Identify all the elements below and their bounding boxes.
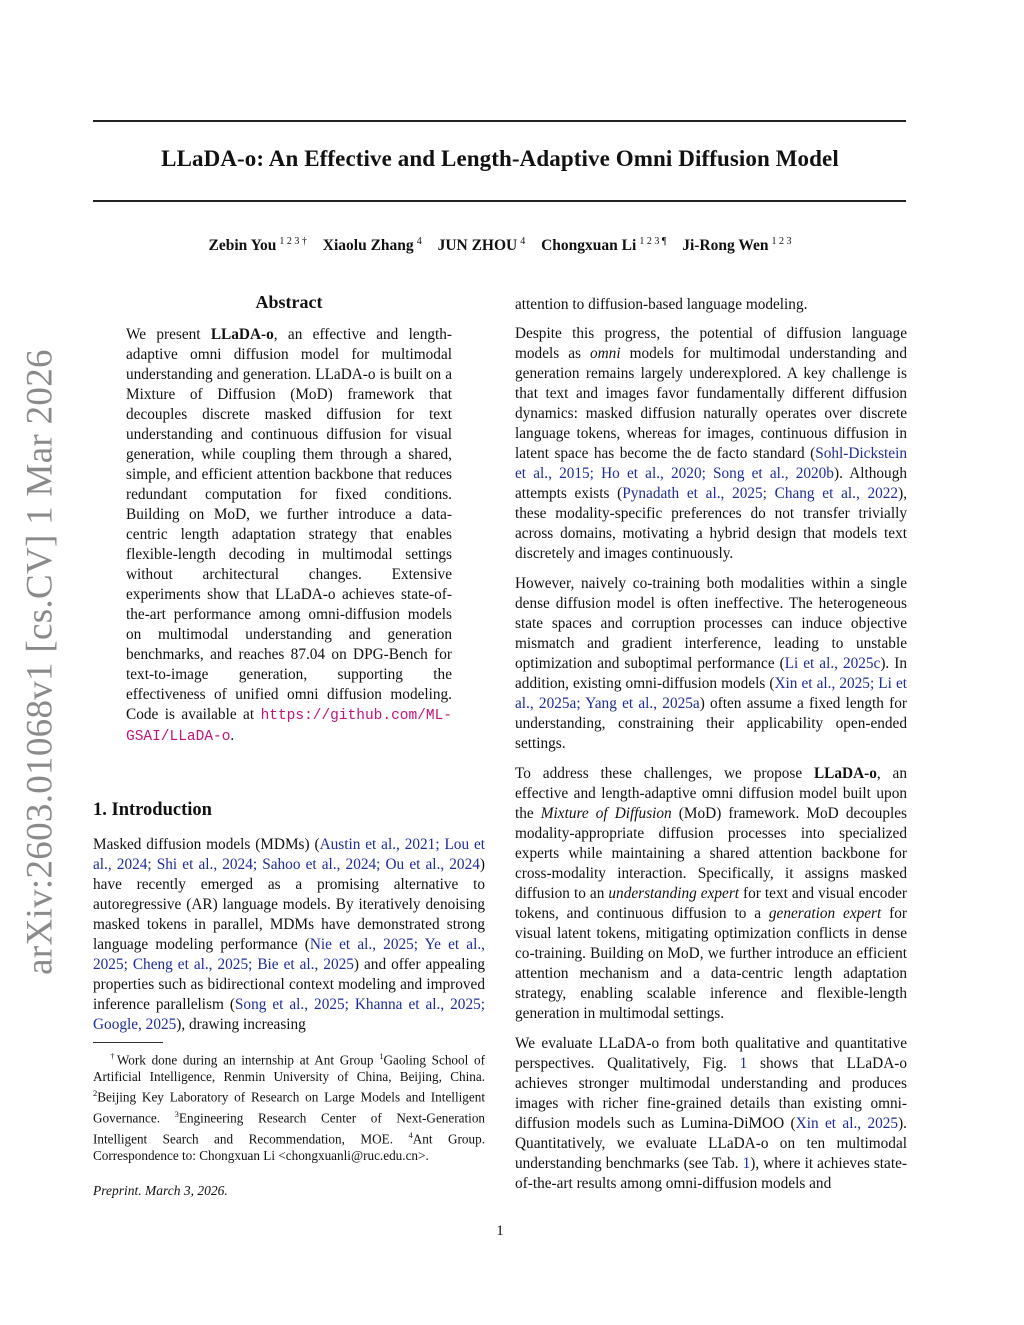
preprint-note: Preprint. March 3, 2026. — [93, 1183, 228, 1198]
figure-link[interactable]: 1 — [739, 1055, 748, 1072]
author-affiliation-marks: 1 2 3 ¶ — [639, 236, 667, 247]
text-run: models for multimodal understanding and generation remains largely underexplored. A key challenge is that text and images favor fundamentally different diffusion dynamics: masked diffusion naturally operates over discrete language tokens, whereas for images, continuous diffusion in latent space has become the de facto standard ( — [515, 345, 907, 462]
text-run: However, naively co-training both modalities within a single dense diffusion model is often ineffective. The heterogeneous state spaces and corruption processes can induce objective mismatch and gradient interference, leading to unstable optimization and suboptimal performance ( — [515, 575, 907, 672]
arxiv-watermark: arXiv:2603.01068v1 [cs.CV] 1 Mar 2026 — [19, 349, 61, 975]
intro-paragraph — [93, 835, 485, 1035]
author-name: Xiaolu Zhang — [322, 237, 414, 254]
text-run: ), these modality-specific preferences do not transfer trivially across domains, motivating a hybrid design that models text discretely and images continuously. — [515, 485, 908, 562]
author-affiliation-marks: 4 — [416, 236, 422, 247]
author-list — [0, 236, 1000, 255]
text-run: We present — [126, 326, 211, 343]
author — [209, 237, 307, 254]
citation-link[interactable]: Song et al., 2025; Khanna et al., 2025; Google, 2025 — [93, 996, 485, 1033]
model-name: LLaDA-o — [210, 326, 274, 343]
text-run: , an effective and length-adaptive omni diffusion model for multimodal understanding and generation. LLaDA-o is built on a Mixture of Diffusion (MoD) framework that decouples discrete masked diffusion for text understanding and continuous diffusion for visual generation, while coupling them through a shared, simple, and efficient attention backbone that reduces redundant computation for fixed conditions. Building on MoD, we further introduce a data-centric length adaptation strategy that enables flexible-length decoding in multimodal settings without architectural changes. Extensive experiments show that LLaDA-o achieves state-of-the-art performance among omni-diffusion models on multimodal understanding and generation benchmarks, and reaches 87.04 on DPG-Bench for text-to-image generation, supporting the effectiveness of unified omni diffusion modeling. Code is available at — [126, 326, 452, 723]
paragraph — [515, 1034, 907, 1194]
footnote-mark: † — [110, 1051, 117, 1061]
emphasis: generation expert — [768, 905, 882, 922]
footnote-mark: 3 — [174, 1109, 179, 1120]
text-run: ) and offer appealing properties such as bidirectional context modeling and improved inference parallelism ( — [93, 956, 486, 1013]
text-run: Ant Group. Correspondence to: Chongxuan Li <chongxuanli@ruc.edu.cn>. — [93, 1131, 485, 1164]
text-run: ). Quantitatively, we evaluate LLaDA-o on ten multimodal understanding benchmarks (see Tab. — [515, 1115, 907, 1172]
footnote-divider — [93, 1042, 163, 1043]
author-affiliation-marks: 1 2 3 — [771, 236, 792, 247]
text-run: Work done during an internship at Ant Group — [116, 1052, 380, 1068]
text-run: ). In addition, existing omni-diffusion models ( — [515, 655, 907, 692]
author-affiliation-marks: 1 2 3 † — [279, 236, 307, 247]
citation-link[interactable]: Sohl-Dickstein et al., 2015; Ho et al., 2020; Song et al., 2020b — [515, 445, 907, 482]
text-run: Masked diffusion models (MDMs) ( — [93, 836, 320, 853]
text-run: shows that LLaDA-o achieves stronger multimodal understanding and produces images with richer fine-grained details than existing omni-diffusion models such as Lumina-DiMOO ( — [515, 1055, 907, 1132]
table-link[interactable]: 1 — [742, 1155, 751, 1172]
text-run: for text and visual encoder tokens, and continuous diffusion to a — [515, 885, 907, 922]
title-rule-top — [93, 120, 906, 122]
author — [682, 237, 791, 254]
text-run: (MoD) framework. MoD decouples modality-appropriate diffusion processes into specialized experts while maintaining a shared attention backbone for cross-modality interaction. Specifically, it assigns masked diffusion to an — [515, 805, 907, 902]
text-run: , an effective and length-adaptive omni diffusion model built upon the — [515, 765, 907, 822]
author — [541, 237, 666, 254]
author-affiliation-marks: 4 — [520, 236, 526, 247]
paragraph — [515, 764, 907, 1024]
emphasis: understanding expert — [608, 885, 740, 902]
emphasis: Mixture of Diffusion — [540, 805, 672, 822]
text-run: ) have recently emerged as a promising alternative to autoregressive (AR) language models. By iteratively denoising masked tokens in parallel, MDMs have demonstrated strong language modeling performance ( — [93, 856, 485, 953]
title-rule-bottom — [93, 200, 906, 202]
text-run: . — [230, 727, 235, 744]
paragraph — [515, 324, 907, 564]
page-number: 1 — [496, 1223, 504, 1239]
author-name: JUN ZHOU — [437, 237, 518, 254]
abstract-heading: Abstract — [255, 292, 323, 312]
model-name: LLaDA-o — [813, 765, 877, 782]
abstract-text — [126, 325, 452, 747]
text-run: ) often assume a fixed length for understanding, constraining their applicability open-ended settings. — [515, 695, 907, 752]
footnote-mark: 2 — [93, 1088, 98, 1099]
author-name: Chongxuan Li — [541, 237, 637, 254]
text-run: To address these challenges, we propose — [515, 765, 814, 782]
paragraph: attention to diffusion-based language modeling. — [515, 296, 808, 313]
citation-link[interactable]: Nie et al., 2025; Ye et al., 2025; Cheng et al., 2025; Bie et al., 2025 — [93, 936, 485, 973]
text-run: Gaoling School of Artificial Intelligence, Renmin University of China, Beijing, China. — [93, 1052, 485, 1084]
text-run: Beijing Key Laboratory of Research on Large Models and Intelligent Governance. — [93, 1089, 485, 1126]
text-run: Engineering Research Center of Next-Generation Intelligent Search and Recommendation, MOE. — [93, 1110, 486, 1147]
code-link[interactable]: https://github.com/ML-GSAI/LLaDA-o — [126, 708, 452, 745]
text-run: ), where it achieves state-of-the-art results among omni-diffusion models and — [515, 1155, 907, 1192]
footnote-mark: 1 — [379, 1051, 384, 1061]
paper-title: LLaDA-o: An Effective and Length-Adaptive Omni Diffusion Model — [161, 146, 839, 171]
footnote-mark: 4 — [408, 1130, 413, 1141]
section-heading: 1. Introduction — [93, 800, 212, 820]
footnote — [93, 1048, 485, 1165]
author — [323, 237, 422, 254]
text-run: for visual latent tokens, mitigating optimization conflicts in dense co-training. Building on MoD, we further introduce an efficient attention mechanism and a data-centric length adaptation strategy, enabling scalable inference and flexible-length generation in multimodal settings. — [515, 905, 907, 1022]
citation-link[interactable]: Xin et al., 2025; Li et al., 2025a; Yang et al., 2025a — [515, 675, 907, 712]
text-run: ). Although attempts exists ( — [515, 465, 908, 502]
emphasis: omni — [589, 345, 621, 362]
paragraph — [515, 574, 907, 754]
author-name: Ji-Rong Wen — [682, 237, 769, 254]
citation-link[interactable]: Pynadath et al., 2025; Chang et al., 2022 — [622, 485, 899, 502]
author — [438, 237, 526, 254]
citation-link[interactable]: Austin et al., 2021; Lou et al., 2024; Shi et al., 2024; Sahoo et al., 2024; Ou et al., 2024 — [93, 836, 486, 873]
right-column — [515, 295, 907, 1204]
citation-link[interactable]: Li et al., 2025c — [784, 655, 881, 672]
text-run: We evaluate LLaDA-o from both qualitative and quantitative perspectives. Qualitatively, Fig. — [515, 1035, 907, 1072]
author-name: Zebin You — [208, 237, 277, 254]
text-run: ), drawing increasing — [176, 1016, 306, 1033]
text-run: Despite this progress, the potential of diffusion language models as — [515, 325, 907, 362]
citation-link[interactable]: Xin et al., 2025 — [795, 1115, 899, 1132]
